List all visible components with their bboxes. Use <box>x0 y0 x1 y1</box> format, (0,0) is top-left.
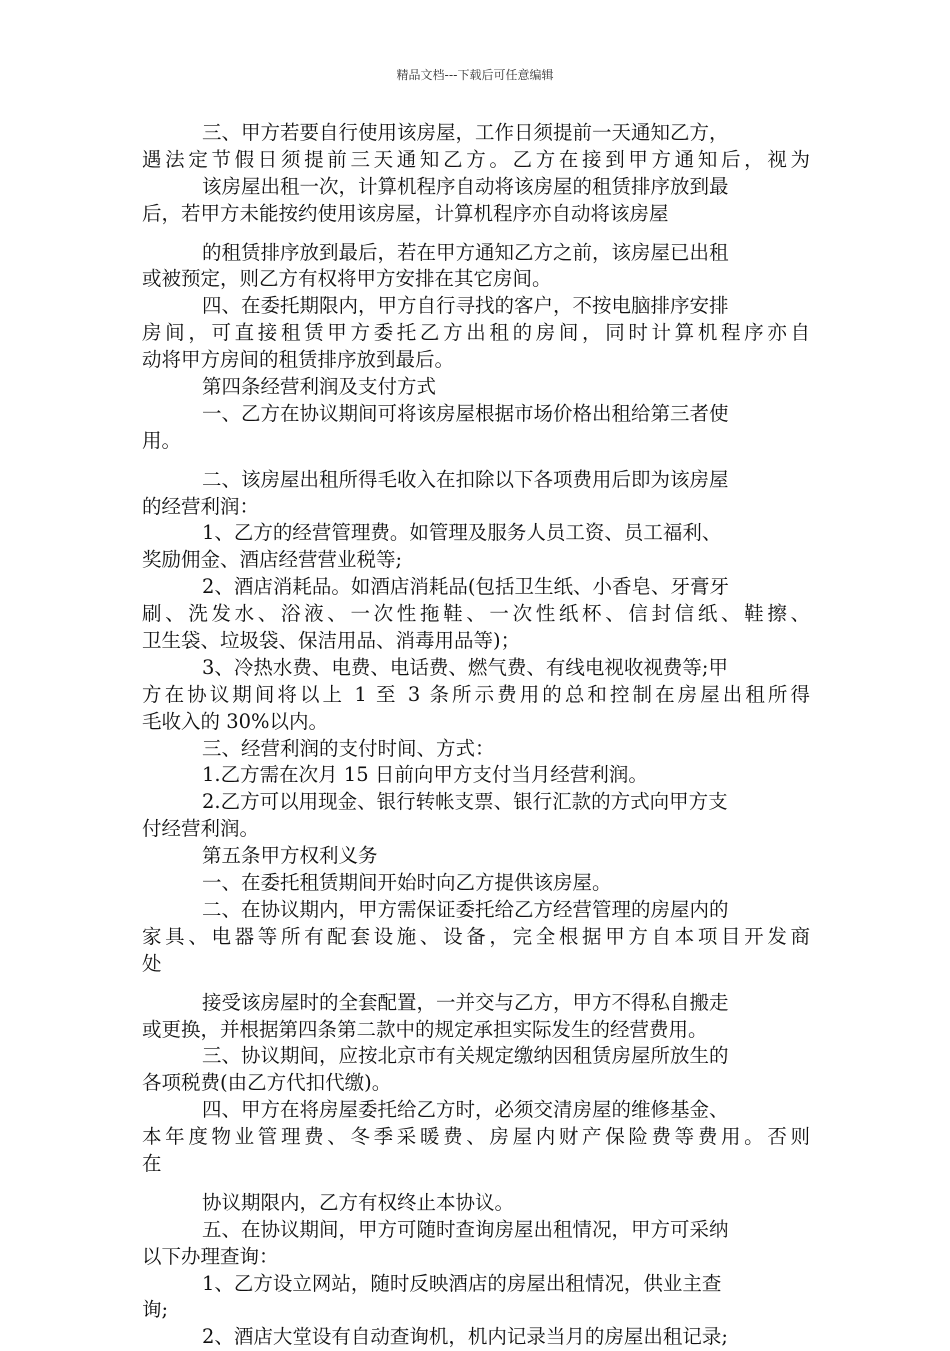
paragraph-line: 在 <box>142 1151 162 1175</box>
paragraph-line: 刷、洗发水、浴液、一次性拖鞋、一次性纸杯、信封信纸、鞋擦、 <box>142 602 810 626</box>
paragraph-line: 奖励佣金、酒店经营营业税等; <box>142 548 403 572</box>
document-body <box>142 120 810 1351</box>
paragraph-line: 2、酒店大堂设有自动查询机，机内记录当月的房屋出租记录; <box>202 1325 728 1349</box>
section-heading: 第四条经营利润及支付方式 <box>202 375 437 399</box>
paragraph-line: 该房屋出租一次，计算机程序自动将该房屋的租赁排序放到最 <box>202 174 729 198</box>
paragraph-line: 三、协议期间，应按北京市有关规定缴纳因租赁房屋所放生的 <box>202 1044 729 1068</box>
paragraph-line: 二、该房屋出租所得毛收入在扣除以下各项费用后即为该房屋 <box>202 467 729 491</box>
paragraph-line: 处 <box>142 951 162 975</box>
paragraph-line: 协议期限内，乙方有权终止本协议。 <box>202 1190 515 1214</box>
paragraph-line: 四、甲方在将房屋委托给乙方时，必须交清房屋的维修基金、 <box>202 1098 729 1122</box>
paragraph-line: 或更换，并根据第四条第二款中的规定承担实际发生的经营费用。 <box>142 1017 708 1041</box>
paragraph-line: 接受该房屋时的全套配置，一并交与乙方，甲方不得私自搬走 <box>202 990 729 1014</box>
paragraph-line: 毛收入的 30%以内。 <box>142 709 329 733</box>
paragraph-line: 用。 <box>142 428 182 452</box>
paragraph-line: 三、经营利润的支付时间、方式： <box>202 736 495 760</box>
paragraph-line: 后，若甲方未能按约使用该房屋，计算机程序亦自动将该房屋 <box>142 201 669 225</box>
paragraph-line: 二、在协议期内，甲方需保证委托给乙方经营管理的房屋内的 <box>202 897 729 921</box>
paragraph-line: 或被预定，则乙方有权将甲方安排在其它房间。 <box>142 267 552 291</box>
paragraph-line: 1、乙方设立网站，随时反映酒店的房屋出租情况，供业主查 <box>202 1271 722 1295</box>
paragraph-line: 1、乙方的经营管理费。如管理及服务人员工资、员工福利、 <box>202 521 722 545</box>
section-heading: 第五条甲方权利义务 <box>202 844 378 868</box>
paragraph-line: 方在协议期间将以上 1 至 3 条所示费用的总和控制在房屋出租所得 <box>142 682 810 706</box>
paragraph-line: 动将甲方房间的租赁排序放到最后。 <box>142 348 455 372</box>
paragraph-line: 三、甲方若要自行使用该房屋，工作日须提前一天通知乙方， <box>202 121 729 144</box>
paragraph-line: 以下办理查询： <box>142 1244 279 1268</box>
paragraph-line: 本年度物业管理费、冬季采暖费、房屋内财产保险费等费用。否则 <box>142 1125 810 1149</box>
paragraph-line: 付经营利润。 <box>142 817 260 841</box>
paragraph-line: 各项税费(由乙方代扣代缴)。 <box>142 1071 392 1095</box>
paragraph-line: 3、冷热水费、电费、电话费、燃气费、有线电视收视费等;甲 <box>202 655 728 679</box>
paragraph-line: 房间，可直接租赁甲方委托乙方出租的房间，同时计算机程序亦自 <box>142 321 810 345</box>
paragraph-line: 的经营利润： <box>142 494 260 518</box>
page-header-watermark: 精品文档---下载后可任意编辑 <box>396 68 554 82</box>
paragraph-line: 2、酒店消耗品。如酒店消耗品(包括卫生纸、小香皂、牙膏牙 <box>202 575 730 599</box>
paragraph-line: 1.乙方需在次月 15 日前向甲方支付当月经营利润。 <box>202 763 648 787</box>
paragraph-line: 2.乙方可以用现金、银行转帐支票、银行汇款的方式向甲方支 <box>202 790 728 814</box>
paragraph-line: 询; <box>142 1298 169 1322</box>
paragraph-line: 的租赁排序放到最后，若在甲方通知乙方之前，该房屋已出租 <box>202 240 729 264</box>
paragraph-line: 家具、电器等所有配套设施、设备，完全根据甲方自本项目开发商 <box>142 924 810 948</box>
paragraph-line: 卫生袋、垃圾袋、保洁用品、消毒用品等)； <box>142 629 521 653</box>
paragraph-line: 遇法定节假日须提前三天通知乙方。乙方在接到甲方通知后，视为 <box>142 147 810 171</box>
paragraph-line: 一、在委托租赁期间开始时向乙方提供该房屋。 <box>202 871 612 895</box>
paragraph-line: 四、在委托期限内，甲方自行寻找的客户，不按电脑排序安排 <box>202 294 729 318</box>
paragraph-line: 一、乙方在协议期间可将该房屋根据市场价格出租给第三者使 <box>202 401 729 425</box>
paragraph-line: 五、在协议期间，甲方可随时查询房屋出租情况，甲方可采纳 <box>202 1217 729 1241</box>
